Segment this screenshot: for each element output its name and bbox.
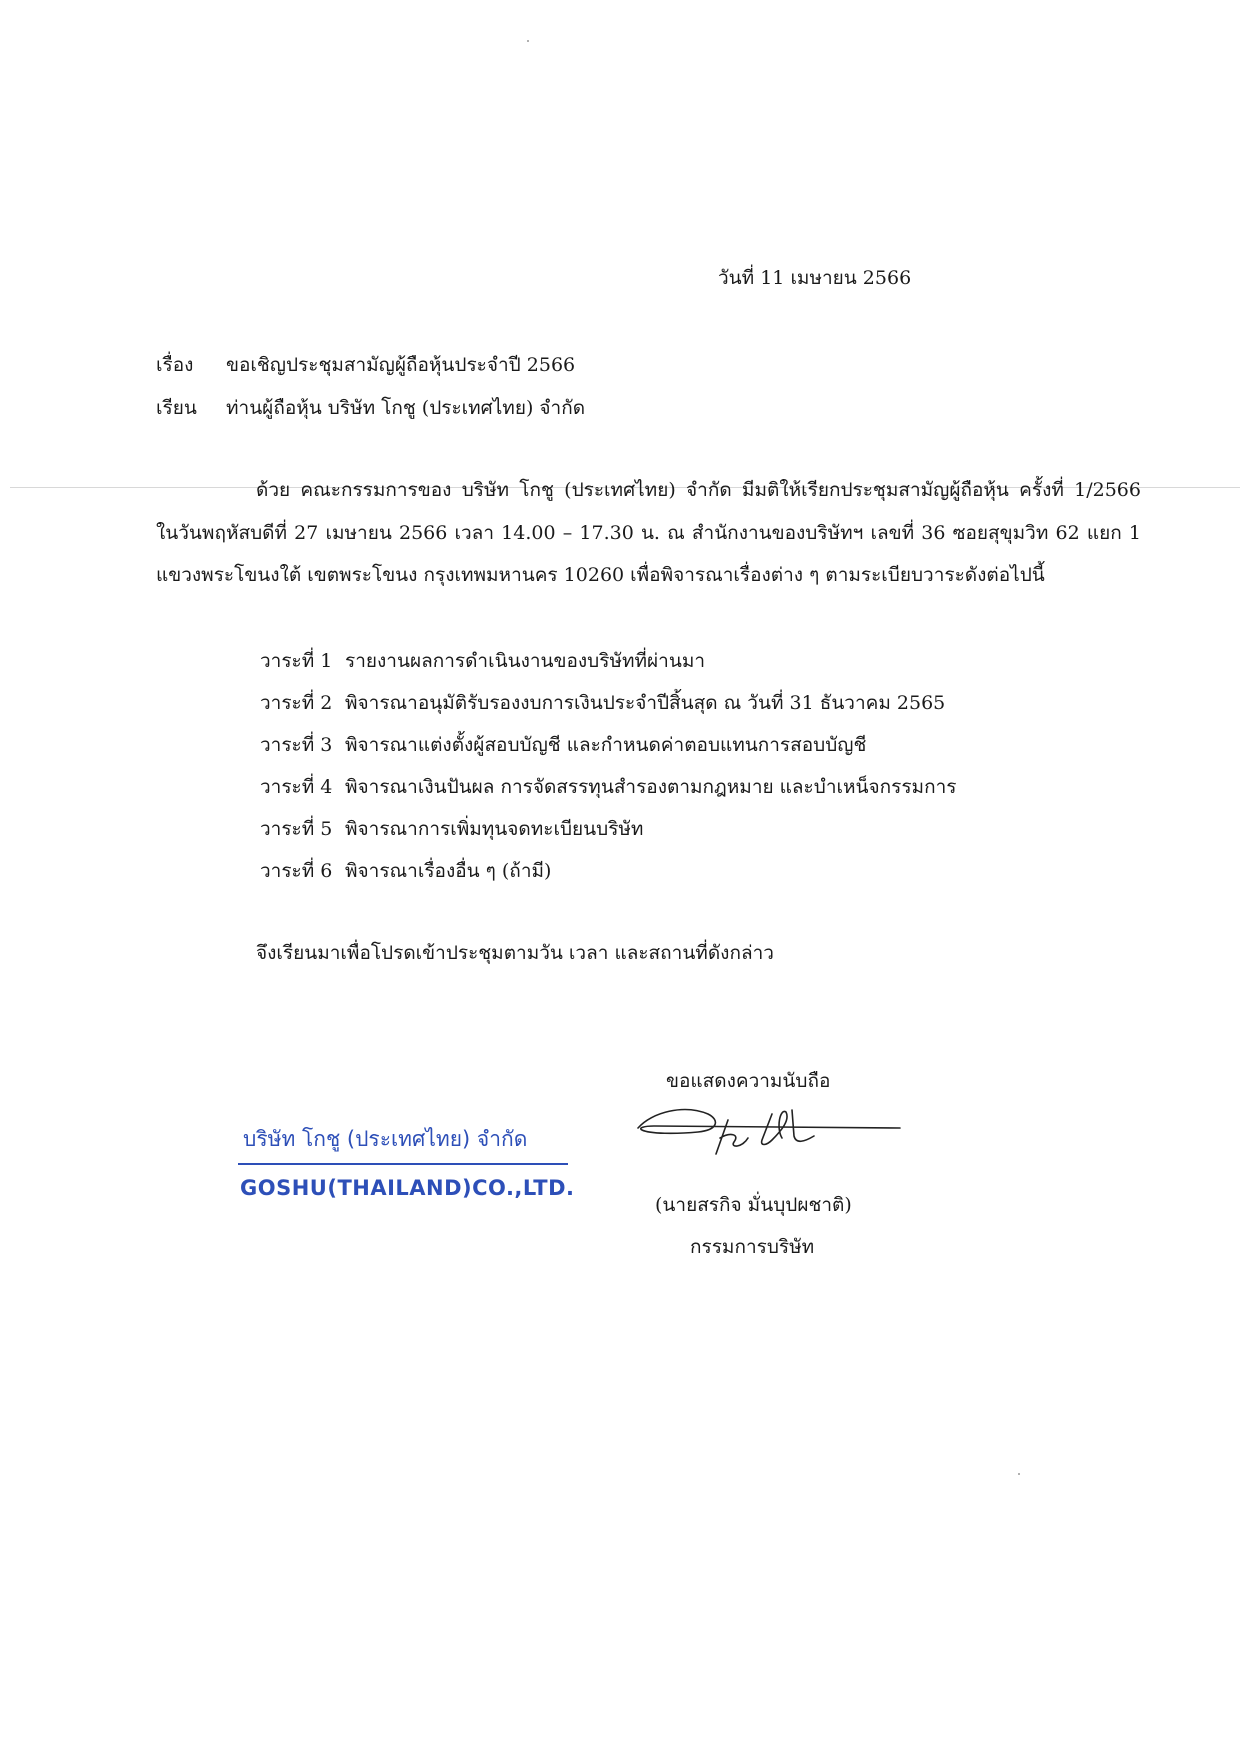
subject-text: ขอเชิญประชุมสามัญผู้ถือหุ้นประจำปี 2566: [226, 354, 576, 376]
signer-title: กรรมการบริษัท: [690, 1236, 815, 1258]
recipient-text: ท่านผู้ถือหุ้น บริษัท โกชู (ประเทศไทย) จำกัด: [226, 397, 586, 419]
agenda-item-label: วาระที่ 3: [260, 734, 333, 756]
agenda-item-text: พิจารณาเงินปันผล การจัดสรรทุนสำรองตามกฎหมาย และบำเหน็จกรรมการ: [345, 776, 957, 798]
subject-label: เรื่อง: [156, 354, 194, 376]
agenda-item-label: วาระที่ 4: [260, 776, 333, 798]
stamp-divider: [238, 1163, 568, 1165]
recipient-label: เรียน: [156, 397, 197, 419]
agenda-item-label: วาระที่ 2: [260, 692, 333, 714]
body-paragraph-line-2: ในวันพฤหัสบดีที่ 27 เมษายน 2566 เวลา 14.00 – 17.30 น. ณ สำนักงานของบริษัทฯ เลขที่ 36 ซอยสุขุมวิท 62 แยก 1: [156, 522, 1141, 544]
regards-line: ขอแสดงความนับถือ: [666, 1070, 831, 1092]
stamp-thai-name: บริษัท โกชู (ประเทศไทย) จำกัด: [243, 1127, 528, 1151]
agenda-item-label: วาระที่ 5: [260, 818, 333, 840]
body-paragraph-line-1: ด้วย คณะกรรมการของ บริษัท โกชู (ประเทศไทย) จำกัด มีมติให้เรียกประชุมสามัญผู้ถือหุ้น ครั้งที่ 1/2566: [256, 479, 1141, 501]
closing-sentence: จึงเรียนมาเพื่อโปรดเข้าประชุมตามวัน เวลา และสถานที่ดังกล่าว: [256, 942, 774, 964]
letter-date: วันที่ 11 เมษายน 2566: [718, 267, 912, 289]
agenda-item-text: พิจารณาแต่งตั้งผู้สอบบัญชี และกำหนดค่าตอบแทนการสอบบัญชี: [345, 734, 867, 756]
agenda-item-text: พิจารณาเรื่องอื่น ๆ (ถ้ามี): [345, 860, 552, 882]
stamp-english-name: GOSHU(THAILAND)CO.,LTD.: [240, 1176, 575, 1200]
agenda-item-text: รายงานผลการดำเนินงานของบริษัทที่ผ่านมา: [345, 650, 706, 672]
scan-speck: [1018, 1473, 1020, 1475]
agenda-item-label: วาระที่ 6: [260, 860, 333, 882]
agenda-item-text: พิจารณาอนุมัติรับรองงบการเงินประจำปีสิ้นสุด ณ วันที่ 31 ธันวาคม 2565: [345, 692, 946, 714]
body-paragraph-line-3: แขวงพระโขนงใต้ เขตพระโขนง กรุงเทพมหานคร 10260 เพื่อพิจารณาเรื่องต่าง ๆ ตามระเบียบวาระดังต่อไปนี้: [156, 564, 1045, 586]
signer-name: (นายสรกิจ มั่นบุปผชาติ): [655, 1194, 852, 1216]
scan-speck: [527, 40, 529, 42]
agenda-item-text: พิจารณาการเพิ่มทุนจดทะเบียนบริษัท: [345, 818, 644, 840]
agenda-item-label: วาระที่ 1: [260, 650, 333, 672]
handwritten-signature: [632, 1098, 912, 1168]
